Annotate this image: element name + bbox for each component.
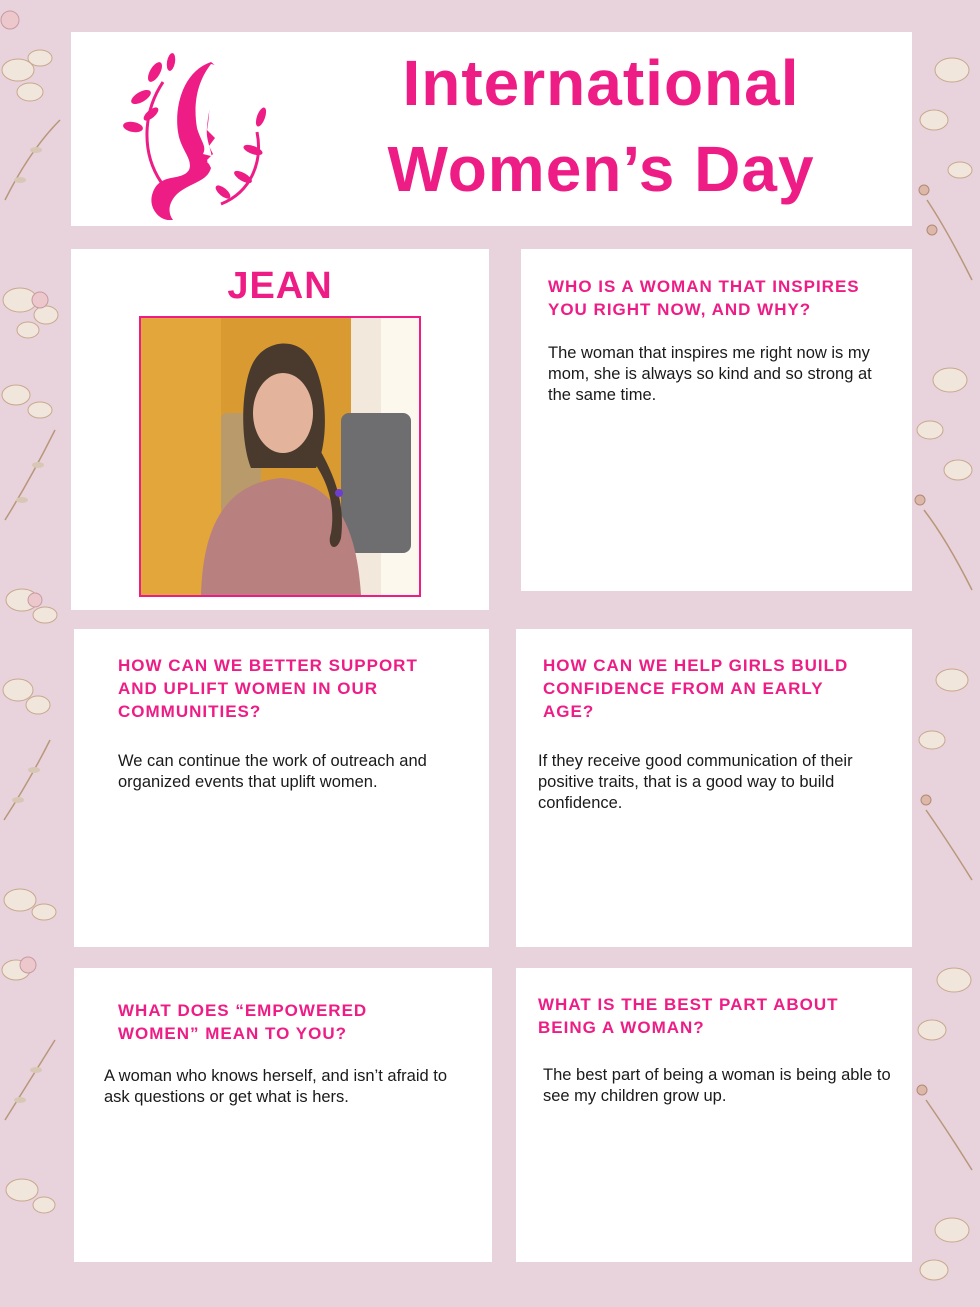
answer-text: The woman that inspires me right now is my mom, she is always so kind and so strong at the same time. xyxy=(548,344,872,404)
profile-name: JEAN xyxy=(227,265,333,307)
question-card-3 xyxy=(516,629,912,947)
title-line-1: International xyxy=(402,47,800,119)
answer-text: If they receive good communication of their positive traits, that is a good way to build confidence. xyxy=(538,752,853,812)
question-card-4 xyxy=(74,968,492,1262)
answer-text: The best part of being a woman is being able to see my children grow up. xyxy=(543,1066,891,1105)
question-card-2 xyxy=(74,629,489,947)
page-title xyxy=(311,40,891,212)
question-heading: HOW CAN WE HELP GIRLS BUILD CONFIDENCE FROM AN EARLY AGE? xyxy=(543,656,849,721)
floral-border-left xyxy=(0,0,72,1307)
question-heading: WHAT IS THE BEST PART ABOUT BEING A WOMAN? xyxy=(538,995,839,1037)
answer-text: We can continue the work of outreach and organized events that uplift women. xyxy=(118,752,427,791)
question-card-1 xyxy=(521,249,912,591)
profile-card xyxy=(71,249,489,610)
woman-profile-leaves-icon xyxy=(111,42,271,222)
header-card xyxy=(71,32,912,226)
title-line-2: Women’s Day xyxy=(387,133,815,205)
portrait-photo xyxy=(139,316,421,597)
question-heading: WHO IS A WOMAN THAT INSPIRES YOU RIGHT NOW, AND WHY? xyxy=(548,277,860,319)
question-card-5 xyxy=(516,968,912,1262)
question-heading: WHAT DOES “EMPOWERED WOMEN” MEAN TO YOU? xyxy=(118,1001,368,1043)
answer-text: A woman who knows herself, and isn’t afraid to ask questions or get what is hers. xyxy=(104,1067,448,1106)
question-heading: HOW CAN WE BETTER SUPPORT AND UPLIFT WOMEN IN OUR COMMUNITIES? xyxy=(118,656,418,721)
floral-border-right xyxy=(912,0,980,1307)
